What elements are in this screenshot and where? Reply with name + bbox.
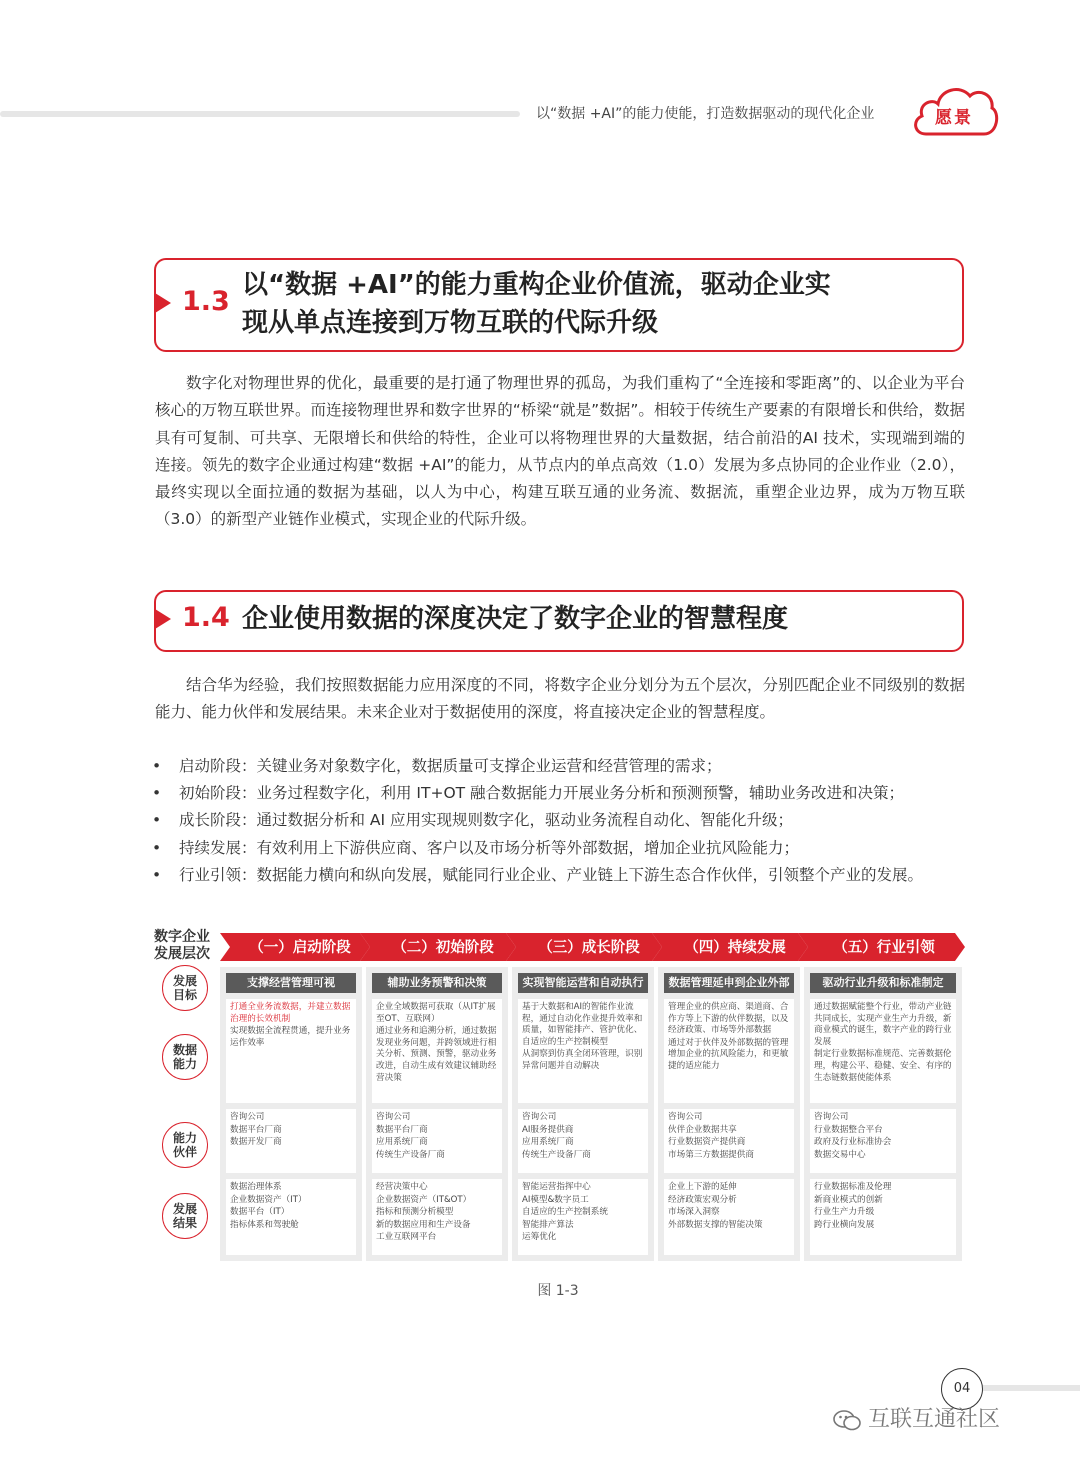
paragraph-text: 结合华为经验，我们按照数据能力应用深度的不同，将数字企业分划分为五个层次，分别匹配企业不同级别的数据能力、能力伙伴和发展结果。未来企业对于数据使用的深度，将直接决定企业的智慧程度。 [155, 676, 965, 722]
row-label-text: 目标 [172, 988, 197, 1002]
partner-item: 咨询公司 [814, 1112, 849, 1122]
stage-column [658, 967, 800, 1261]
row-label-capability [162, 1034, 208, 1080]
list-item-text: 成长阶段：通过数据分析和 AI 应用实现规则数字化，驱动业务流程自动化、智能化升级； [179, 811, 794, 830]
bullet-icon: • [152, 838, 162, 857]
row-label-partners [162, 1122, 208, 1168]
partner-item: 数据平台厂商 [230, 1124, 282, 1135]
stage-goal-header: 辅助业务预警和决策 [372, 973, 502, 993]
section-arrow-icon [155, 609, 171, 629]
result-item: 经营决策中心 [376, 1182, 428, 1192]
section-title-line: 现从单点连接到万物互联的代际升级 [242, 308, 659, 338]
capability-item: 管理企业的供应商、渠道商、合作方等上下游的伙伴数据，以及经济政策、市场等外部数据 [668, 1002, 789, 1036]
page-number: 04 [941, 1368, 983, 1410]
result-item: 指标体系和驾驶舱 [230, 1219, 299, 1230]
section-number: 1.3 [182, 286, 230, 317]
stage-column [220, 967, 362, 1261]
stage-tab-label: （一）启动阶段 [249, 939, 351, 956]
partner-item: 伙伴企业数据共享 [668, 1124, 737, 1135]
list-item-text: 行业引领：数据能力横向和纵向发展，赋能同行业企业、产业链上下游生态合作伙伴，引领整个产业的发展。 [179, 865, 924, 884]
result-item: 行业数据标准及伦理 [814, 1182, 892, 1192]
capability-item: 通过数据赋能整个行业，带动产业链共同成长，实现产业生产力升级，新商业模式的诞生，数字产业的跨行业发展 [814, 1002, 952, 1047]
stage-goal-header: 数据管理延申到企业外部 [664, 973, 794, 993]
partner-item: 传统生产设备厂商 [376, 1149, 445, 1160]
result-item: 数据治理体系 [230, 1182, 282, 1192]
result-item: 经济政策宏观分析 [668, 1194, 737, 1205]
row-label-results [162, 1193, 208, 1239]
result-item: 智能运营指挥中心 [522, 1182, 591, 1192]
section-title [242, 266, 831, 342]
stage-partners-cell [664, 1109, 794, 1173]
partner-item: AI服务提供商 [522, 1124, 574, 1135]
stage-results-cell [518, 1179, 648, 1255]
list-item [152, 780, 982, 807]
figure-caption: 图 1-3 [537, 1283, 579, 1299]
list-item [152, 807, 982, 834]
stage-partners-cell [518, 1109, 648, 1173]
stage-goal-header: 驱动行业升级和标准制定 [810, 973, 956, 993]
list-item-text: 初始阶段：业务过程数字化，利用 IT+OT 融合数据能力开展业务分析和预测预警，辅助业务改进和决策； [179, 784, 905, 803]
watermark [832, 1402, 1000, 1433]
bullet-icon: • [152, 865, 162, 884]
watermark-text: 互联互通社区 [868, 1407, 1001, 1432]
stage-column [366, 967, 508, 1261]
result-item: 市场深入洞察 [668, 1207, 720, 1218]
stage-bullet-list [152, 753, 982, 889]
bullet-icon: • [152, 784, 162, 803]
stage-tab-label: （二）初始阶段 [392, 939, 494, 956]
list-item-text: 启动阶段：关键业务对象数字化，数据质量可支撑企业运营和经营管理的需求； [179, 757, 722, 775]
header-rule [0, 111, 520, 117]
partner-item: 数据开发厂商 [230, 1137, 282, 1148]
partner-item: 应用系统厂商 [522, 1137, 574, 1148]
stage-capability-cell [226, 999, 356, 1103]
row-label-text: 发展 [172, 1202, 197, 1216]
list-item-text: 持续发展：有效利用上下游供应商、客户以及市场分析等外部数据，增加企业抗风险能力； [179, 838, 800, 857]
capability-item: 打通全业务流数据，并建立数据治理的长效机制 [230, 1002, 351, 1024]
capability-item: 通过业务和追溯分析，通过数据发现业务问题，并跨领域进行相关分析、预测、预警，驱动业务改进，自动生成有效建议辅助经营决策 [376, 1026, 497, 1083]
capability-item: 通过对于伙伴及外部数据的管理增加企业的抗风险能力，和更敏捷的适应能力 [668, 1037, 789, 1071]
digital-enterprise-stages-figure [150, 925, 970, 1265]
section-arrow-icon [155, 293, 171, 313]
bullet-icon: • [152, 811, 162, 830]
result-item: AI模型&数字员工 [522, 1194, 589, 1205]
row-label-text: 能力 [172, 1131, 197, 1145]
row-label-goal [162, 965, 208, 1011]
stage-tab-label: （五）行业引领 [833, 939, 935, 956]
partner-item: 数据交易中心 [814, 1149, 866, 1160]
result-item: 跨行业横向发展 [814, 1219, 875, 1230]
row-label-text: 伙伴 [172, 1145, 197, 1159]
stage-goal-header: 支撑经营管理可视 [226, 973, 356, 993]
partner-item: 行业数据资产提供商 [668, 1137, 746, 1148]
axis-title-line: 数字企业 [154, 929, 210, 945]
partner-item: 传统生产设备厂商 [522, 1149, 591, 1160]
bullet-icon: • [152, 757, 162, 775]
axis-title-line: 发展层次 [154, 946, 210, 962]
result-item: 企业数据资产（IT&OT） [376, 1194, 472, 1205]
section-number: 1.4 [182, 602, 230, 633]
capability-item: 从洞察到仿真全闭环管理，识别异常问题并自动解决 [522, 1049, 643, 1071]
result-item: 自适应的生产控制系统 [522, 1207, 608, 1218]
result-item: 智能排产算法 [522, 1219, 574, 1230]
stage-partners-cell [372, 1109, 502, 1173]
partner-item: 应用系统厂商 [376, 1137, 428, 1148]
section-1-3-paragraph [155, 370, 965, 534]
partner-item: 咨询公司 [522, 1112, 557, 1122]
result-item: 行业生产力升级 [814, 1207, 875, 1218]
result-item: 数据平台（IT） [230, 1207, 290, 1218]
result-item: 企业数据资产（IT） [230, 1194, 307, 1205]
stage-results-cell [226, 1179, 356, 1255]
stage-tab-label: （三）成长阶段 [538, 939, 640, 956]
list-item [152, 862, 982, 889]
row-label-text: 结果 [172, 1216, 197, 1230]
partner-item: 咨询公司 [230, 1112, 265, 1122]
paragraph-text: 数字化对物理世界的优化，最重要的是打通了物理世界的孤岛，为我们重构了“全连接和零距离”的、以企业为平台核心的万物互联世界。而连接物理世界和数字世界的“桥梁“就是”数据”。相较于传统生产要素的有限增长和供给，数据具有可复制、可共享、无限增长和供给的特性，企业可以将物理世界的大量数据，结合前沿的AI 技术，实现端到端的连接。领先的数字企业通过构建“数据 +AI”的能力，从节点内的单点高效（1.0）发展为多点协同的企业作业（2.0），最终实现以全面拉通的数据为基础，以人为中心，构建互联互通的业务流、数据流，重塑企业边界，成为万物互联（3.0）的新型产业链作业模式，实现企业的代际升级。 [155, 374, 965, 529]
stage-capability-cell [810, 999, 956, 1103]
partner-item: 咨询公司 [376, 1112, 411, 1122]
capability-item: 制定行业数据标准规范、完善数据伦理，构建公平、稳健、安全、有序的生态链数据使能体系 [814, 1049, 952, 1083]
header-subtitle: 以“数据 +AI”的能力使能，打造数据驱动的现代化企业 [536, 106, 875, 122]
stage-capability-cell [372, 999, 502, 1103]
result-item: 工业互联网平台 [376, 1232, 437, 1243]
capability-item: 实现数据全流程贯通，提升业务运作效率 [230, 1026, 351, 1048]
capability-item: 企业全域数据可获取（从IT扩展至OT、互联网） [376, 1002, 496, 1024]
list-item [152, 753, 982, 780]
row-label-text: 数据 [172, 1043, 197, 1057]
wechat-icon [832, 1409, 862, 1431]
header-badge: 愿景 [935, 108, 973, 128]
stage-results-cell [664, 1179, 794, 1255]
partner-item: 数据平台厂商 [376, 1124, 428, 1135]
section-title-line: 以“数据 +AI”的能力重构企业价值流，驱动企业实 [242, 270, 831, 300]
footer-rule [983, 1385, 1080, 1391]
row-label-text: 发展 [172, 974, 197, 988]
stage-column [512, 967, 654, 1261]
partner-item: 行业数据整合平台 [814, 1124, 883, 1135]
result-item: 指标和预测分析模型 [376, 1207, 454, 1218]
stage-capability-cell [664, 999, 794, 1103]
stage-results-cell [810, 1179, 956, 1255]
stage-goal-header: 实现智能运营和自动执行 [518, 973, 648, 993]
partner-item: 政府及行业标准协会 [814, 1137, 892, 1148]
result-item: 企业上下游的延伸 [668, 1182, 737, 1192]
stage-capability-cell [518, 999, 648, 1103]
section-title: 企业使用数据的深度决定了数字企业的智慧程度 [242, 604, 789, 634]
partner-item: 市场第三方数据提供商 [668, 1149, 754, 1160]
section-1-4-paragraph [155, 672, 965, 727]
stage-tab-label: （四）持续发展 [684, 939, 786, 956]
stage-partners-cell [226, 1109, 356, 1173]
figure-axis-title [154, 929, 210, 963]
row-label-text: 能力 [172, 1057, 197, 1071]
stage-column [804, 967, 962, 1261]
capability-item: 基于大数据和AI的智能作业流程，通过自动化作业提升效率和质量，如智能排产、管护优化、自适应的生产控制模型 [522, 1002, 643, 1047]
result-item: 新商业模式的创新 [814, 1194, 883, 1205]
partner-item: 咨询公司 [668, 1112, 703, 1122]
result-item: 运筹优化 [522, 1232, 557, 1243]
list-item [152, 835, 982, 862]
result-item: 新的数据应用和生产设备 [376, 1219, 471, 1230]
result-item: 外部数据支撑的智能决策 [668, 1219, 763, 1230]
stage-results-cell [372, 1179, 502, 1255]
stage-partners-cell [810, 1109, 956, 1173]
